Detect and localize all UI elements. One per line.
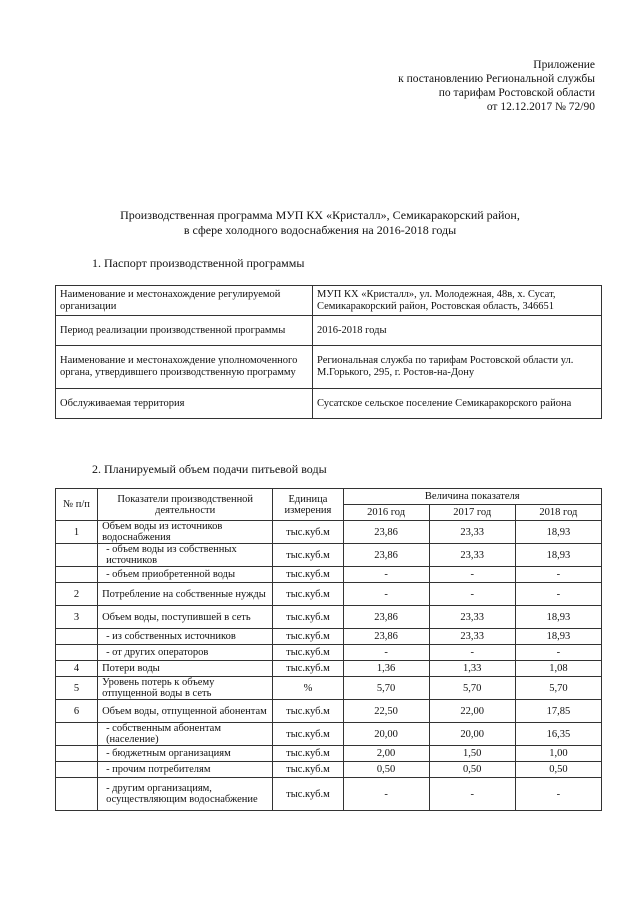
row-number	[56, 629, 98, 645]
unit-cell: тыс.куб.м	[273, 567, 343, 583]
unit-cell: тыс.куб.м	[273, 521, 343, 544]
row-number	[56, 723, 98, 746]
indicator-name: - другим организациям, осуществляющим водоснабжение	[98, 778, 273, 811]
value-cell: 23,33	[429, 544, 515, 567]
row-number	[56, 762, 98, 778]
table-row	[56, 762, 602, 778]
indicator-name: - бюджетным организациям	[98, 746, 273, 762]
header-year: 2017 год	[429, 505, 515, 521]
value-cell: -	[343, 645, 429, 661]
row-number: 1	[56, 521, 98, 544]
value-cell: -	[515, 583, 601, 606]
appendix-line: по тарифам Ростовской области	[438, 87, 595, 99]
table-row	[56, 583, 602, 606]
indicator-name: Уровень потерь к объему отпущенной воды в сеть	[98, 677, 273, 700]
value-cell: 1,08	[515, 661, 601, 677]
passport-label: Период реализации производственной программы	[56, 316, 313, 346]
value-cell: 18,93	[515, 521, 601, 544]
header-year: 2016 год	[343, 505, 429, 521]
value-cell: 17,85	[515, 700, 601, 723]
indicator-name: Объем воды из источников водоснабжения	[98, 521, 273, 544]
row-number	[56, 544, 98, 567]
passport-label: Наименование и местонахождение уполномоченного органа, утвердившего производственную программу	[56, 346, 313, 389]
value-cell: 5,70	[429, 677, 515, 700]
value-cell: 2,00	[343, 746, 429, 762]
unit-cell: тыс.куб.м	[273, 762, 343, 778]
value-cell: 0,50	[515, 762, 601, 778]
appendix-line: к постановлению Региональной службы	[398, 73, 595, 85]
value-cell: -	[343, 567, 429, 583]
row-number	[56, 778, 98, 811]
value-cell: 20,00	[429, 723, 515, 746]
row-number: 4	[56, 661, 98, 677]
document-title	[0, 208, 640, 238]
passport-table	[55, 285, 602, 419]
passport-label: Обслуживаемая территория	[56, 389, 313, 419]
table-row	[56, 606, 602, 629]
indicator-name: Потери воды	[98, 661, 273, 677]
indicator-name: Объем воды, поступившей в сеть	[98, 606, 273, 629]
value-cell: 1,33	[429, 661, 515, 677]
value-cell: -	[429, 645, 515, 661]
section-1-heading: 1. Паспорт производственной программы	[92, 256, 305, 270]
value-cell: -	[515, 778, 601, 811]
value-cell: 23,86	[343, 544, 429, 567]
unit-cell: %	[273, 677, 343, 700]
indicator-name: - от других операторов	[98, 645, 273, 661]
value-cell: 18,93	[515, 606, 601, 629]
table-row	[56, 544, 602, 567]
value-cell: 23,33	[429, 606, 515, 629]
table-row	[56, 645, 602, 661]
passport-value: Региональная служба по тарифам Ростовской области ул. М.Горького, 295, г. Ростов-на-Дону	[313, 346, 602, 389]
table-row	[56, 389, 602, 419]
table-row	[56, 723, 602, 746]
passport-label: Наименование и местонахождение регулируемой организации	[56, 286, 313, 316]
row-number: 2	[56, 583, 98, 606]
table-header-row	[56, 489, 602, 505]
value-cell: -	[429, 583, 515, 606]
value-cell: 5,70	[343, 677, 429, 700]
indicator-name: Потребление на собственные нужды	[98, 583, 273, 606]
passport-value: Сусатское сельское поселение Семикаракорского района	[313, 389, 602, 419]
row-number	[56, 645, 98, 661]
value-cell: -	[429, 778, 515, 811]
table-row	[56, 746, 602, 762]
row-number: 5	[56, 677, 98, 700]
header-unit: Единица измерения	[273, 489, 343, 521]
indicator-name: Объем воды, отпущенной абонентам	[98, 700, 273, 723]
section-2-heading: 2. Планируемый объем подачи питьевой воды	[92, 462, 327, 476]
value-cell: 23,86	[343, 606, 429, 629]
indicator-name: - объем воды из собственных источников	[98, 544, 273, 567]
value-cell: 23,33	[429, 629, 515, 645]
table-row	[56, 629, 602, 645]
value-cell: 23,33	[429, 521, 515, 544]
value-cell: 23,86	[343, 521, 429, 544]
table-row	[56, 567, 602, 583]
volume-table	[55, 488, 602, 811]
value-cell: 20,00	[343, 723, 429, 746]
value-cell: 0,50	[343, 762, 429, 778]
value-cell: 22,50	[343, 700, 429, 723]
value-cell: 1,36	[343, 661, 429, 677]
row-number	[56, 567, 98, 583]
unit-cell: тыс.куб.м	[273, 583, 343, 606]
unit-cell: тыс.куб.м	[273, 746, 343, 762]
unit-cell: тыс.куб.м	[273, 544, 343, 567]
unit-cell: тыс.куб.м	[273, 723, 343, 746]
row-number	[56, 746, 98, 762]
value-cell: 1,50	[429, 746, 515, 762]
unit-cell: тыс.куб.м	[273, 778, 343, 811]
indicator-name: - прочим потребителям	[98, 762, 273, 778]
table-row	[56, 521, 602, 544]
table-row	[56, 700, 602, 723]
value-cell: 18,93	[515, 629, 601, 645]
value-cell: -	[343, 583, 429, 606]
value-cell: 5,70	[515, 677, 601, 700]
value-cell: -	[343, 778, 429, 811]
indicator-name: - из собственных источников	[98, 629, 273, 645]
appendix-line: от 12.12.2017 № 72/90	[486, 101, 595, 113]
table-row	[56, 316, 602, 346]
appendix-line: Приложение	[533, 59, 595, 71]
passport-value: 2016-2018 годы	[313, 316, 602, 346]
header-value: Величина показателя	[343, 489, 602, 505]
unit-cell: тыс.куб.м	[273, 700, 343, 723]
table-row	[56, 661, 602, 677]
value-cell: 22,00	[429, 700, 515, 723]
header-num: № п/п	[56, 489, 98, 521]
appendix-block	[398, 58, 595, 114]
unit-cell: тыс.куб.м	[273, 606, 343, 629]
header-indicator: Показатели производственной деятельности	[98, 489, 273, 521]
value-cell: 0,50	[429, 762, 515, 778]
header-year: 2018 год	[515, 505, 601, 521]
passport-value: МУП КХ «Кристалл», ул. Молодежная, 48в, х. Сусат, Семикаракорский район, Ростовская область, 346651	[313, 286, 602, 316]
value-cell: -	[515, 567, 601, 583]
table-row	[56, 778, 602, 811]
value-cell: -	[429, 567, 515, 583]
title-line-2: в сфере холодного водоснабжения на 2016-2018 годы	[183, 223, 457, 237]
row-number: 3	[56, 606, 98, 629]
table-row	[56, 677, 602, 700]
value-cell: 23,86	[343, 629, 429, 645]
table-row	[56, 286, 602, 316]
title-line-1: Производственная программа МУП КХ «Кристалл», Семикаракорский район,	[120, 208, 520, 222]
value-cell: 18,93	[515, 544, 601, 567]
indicator-name: - собственным абонентам (население)	[98, 723, 273, 746]
row-number: 6	[56, 700, 98, 723]
value-cell: -	[515, 645, 601, 661]
value-cell: 1,00	[515, 746, 601, 762]
indicator-name: - объем приобретенной воды	[98, 567, 273, 583]
unit-cell: тыс.куб.м	[273, 629, 343, 645]
table-row	[56, 346, 602, 389]
unit-cell: тыс.куб.м	[273, 661, 343, 677]
unit-cell: тыс.куб.м	[273, 645, 343, 661]
value-cell: 16,35	[515, 723, 601, 746]
volume-table-body	[56, 521, 602, 811]
